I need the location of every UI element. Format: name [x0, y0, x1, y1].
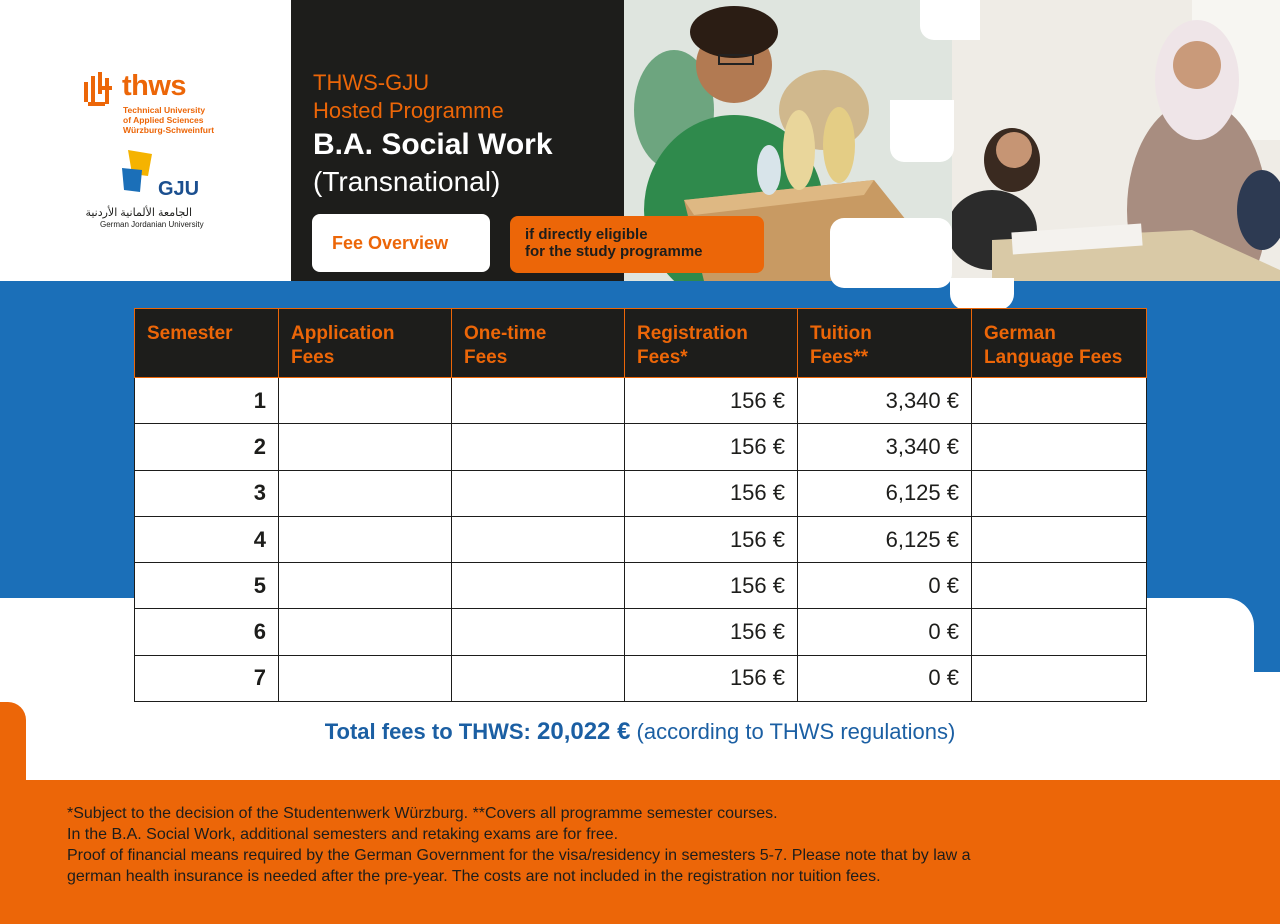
cell-tuition: 0 €: [798, 563, 972, 609]
eligibility-line1: if directly eligible: [525, 226, 648, 243]
cell-one-time: [452, 470, 625, 516]
cell-one-time: [452, 378, 625, 424]
gju-mark-icon: [122, 150, 158, 194]
cell-tuition: 3,340 €: [798, 424, 972, 470]
cell-application: [279, 424, 452, 470]
table-row: [135, 516, 1147, 562]
cell-tuition: 0 €: [798, 609, 972, 655]
table-row: [135, 378, 1147, 424]
table-row: [135, 609, 1147, 655]
thws-tagline: [123, 105, 233, 135]
table-header-row: [135, 309, 1147, 378]
header-registration-fees: Registration Fees*: [625, 309, 798, 378]
cell-registration: 156 €: [625, 516, 798, 562]
cell-application: [279, 563, 452, 609]
decor-block-2: [830, 218, 952, 288]
cell-german: [972, 609, 1147, 655]
thws-mark-icon: [82, 72, 116, 108]
header-line1: THWS-GJU: [313, 70, 430, 95]
thws-logo: [82, 70, 242, 140]
cell-german: [972, 470, 1147, 516]
decor-block-3: [920, 0, 980, 40]
cell-application: [279, 378, 452, 424]
cell-registration: 156 €: [625, 655, 798, 701]
footnote-line3: Proof of financial means required by the German Government for the visa/residency in semesters 5-7. Please note that by law a: [67, 847, 971, 864]
cell-semester: 6: [135, 609, 279, 655]
footnotes: [67, 803, 971, 887]
cell-tuition: 3,340 €: [798, 378, 972, 424]
cell-one-time: [452, 655, 625, 701]
header-tuition-fees: Tuition Fees**: [798, 309, 972, 378]
decor-block-1: [890, 100, 954, 162]
cell-semester: 7: [135, 655, 279, 701]
cell-application: [279, 516, 452, 562]
total-fees-line: [0, 718, 1280, 746]
footnote-line1: *Subject to the decision of the Studentenwerk Würzburg. **Covers all programme semester courses.: [67, 805, 778, 822]
eligibility-line2: for the study programme: [525, 243, 703, 260]
cell-one-time: [452, 563, 625, 609]
cell-german: [972, 516, 1147, 562]
cell-semester: 2: [135, 424, 279, 470]
fee-table: [134, 308, 1147, 702]
cell-german: [972, 378, 1147, 424]
teacher-photo-illustration: [952, 0, 1280, 281]
cell-registration: 156 €: [625, 424, 798, 470]
eligibility-badge: [510, 216, 764, 273]
cell-application: [279, 655, 452, 701]
header-line2: Hosted Programme: [313, 98, 504, 123]
gju-logo: [80, 150, 220, 230]
cell-application: [279, 609, 452, 655]
thws-tagline-line2: of Applied Sciences: [123, 115, 204, 125]
page-title: B.A. Social Work: [313, 128, 553, 161]
header-german-language-fees: German Language Fees: [972, 309, 1147, 378]
footnote-line2: In the B.A. Social Work, additional semesters and retaking exams are for free.: [67, 826, 619, 843]
cell-semester: 1: [135, 378, 279, 424]
thws-tagline-line1: Technical University: [123, 105, 206, 115]
cell-registration: 156 €: [625, 378, 798, 424]
cell-german: [972, 563, 1147, 609]
thws-tagline-line3: Würzburg-Schweinfurt: [123, 125, 215, 135]
gju-arabic-name: الجامعة الألمانية الأردنية: [85, 207, 192, 219]
cell-semester: 3: [135, 470, 279, 516]
total-amount: 20,022 €: [537, 718, 631, 745]
header-one-time-fees: One-time Fees: [452, 309, 625, 378]
table-row: [135, 563, 1147, 609]
photo-teacher-with-children: [952, 0, 1280, 281]
gju-english-name: German Jordanian University: [100, 220, 204, 229]
total-note: (according to THWS regulations): [636, 719, 956, 744]
table-row: [135, 655, 1147, 701]
cell-registration: 156 €: [625, 470, 798, 516]
gju-wordmark: GJU: [158, 178, 200, 200]
logo-panel: [0, 0, 291, 281]
cell-tuition: 6,125 €: [798, 470, 972, 516]
header-semester: Semester: [135, 309, 279, 378]
cell-registration: 156 €: [625, 563, 798, 609]
table-row: [135, 424, 1147, 470]
cell-semester: 4: [135, 516, 279, 562]
cell-tuition: 0 €: [798, 655, 972, 701]
page-subtitle: (Transnational): [313, 166, 501, 197]
cell-registration: 156 €: [625, 609, 798, 655]
thws-wordmark: thws: [122, 70, 187, 102]
footnote-line4: german health insurance is needed after the pre-year. The costs are not included in the registration nor tuition fees.: [67, 868, 881, 885]
total-label: Total fees to THWS:: [324, 719, 531, 744]
cell-application: [279, 470, 452, 516]
cell-german: [972, 655, 1147, 701]
cell-german: [972, 424, 1147, 470]
cell-semester: 5: [135, 563, 279, 609]
fee-overview-badge: Fee Overview: [312, 214, 490, 272]
cell-tuition: 6,125 €: [798, 516, 972, 562]
table-row: [135, 470, 1147, 516]
decor-tab: [950, 278, 1014, 310]
header-application-fees: Application Fees: [279, 309, 452, 378]
cell-one-time: [452, 609, 625, 655]
cell-one-time: [452, 516, 625, 562]
cell-one-time: [452, 424, 625, 470]
